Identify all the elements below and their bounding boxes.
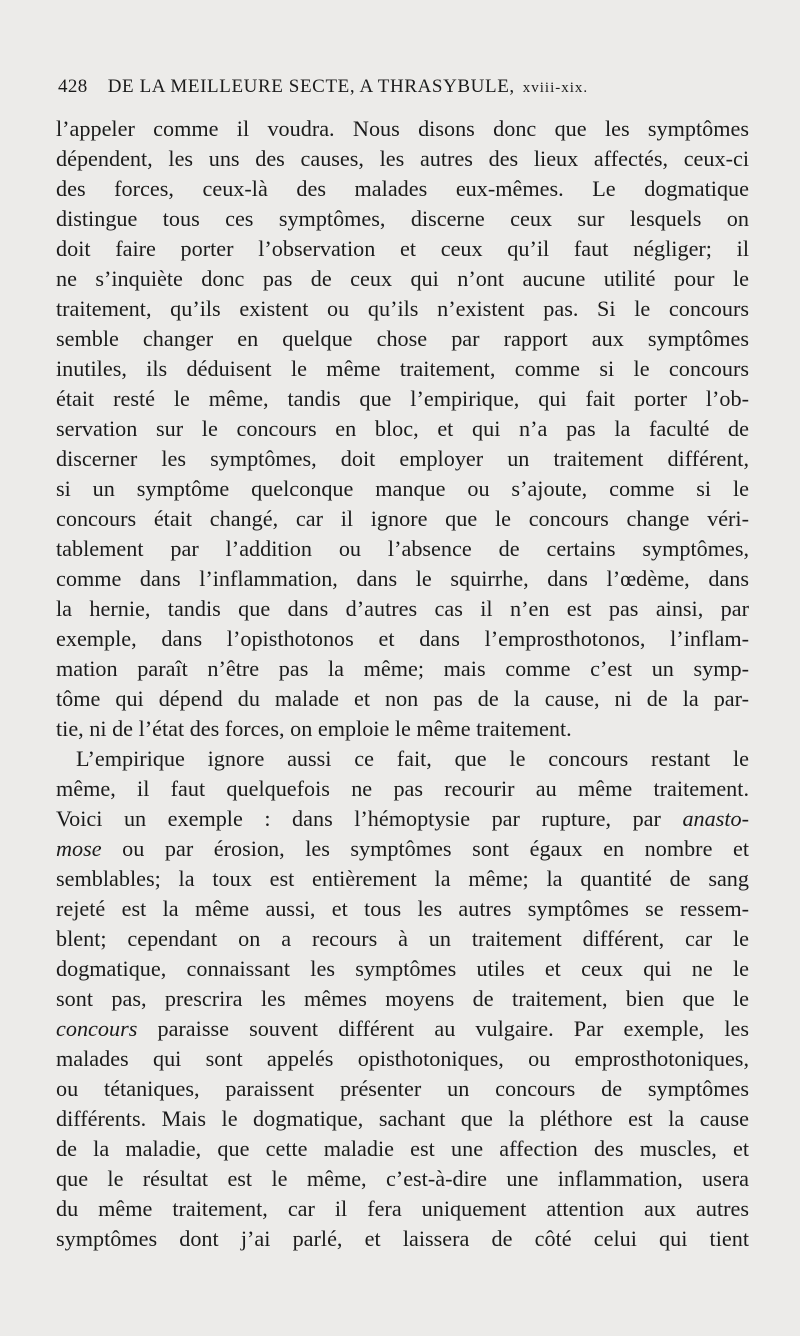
- text-segment: de la maladie, que cette maladie est une affection des muscles, et: [56, 1136, 749, 1161]
- text-segment: distingue tous ces symptômes, discerne ceux sur lesquels on: [56, 206, 749, 231]
- text-line: [56, 1044, 749, 1074]
- text-line: [56, 804, 749, 834]
- paragraph: [56, 114, 749, 744]
- text-segment: des forces, ceux-là des malades eux-mêmes. Le dogmatique: [56, 176, 749, 201]
- text-line: [56, 564, 749, 594]
- text-segment: ou par érosion, les symptômes sont égaux en nombre et: [101, 836, 749, 861]
- italic-text: concours: [56, 1016, 138, 1041]
- text-segment: traitement, qu’ils existent ou qu’ils n’existent pas. Si le concours: [56, 296, 749, 321]
- text-segment: tablement par l’addition ou l’absence de certains symptômes,: [56, 536, 749, 561]
- text-line: [56, 624, 749, 654]
- text-segment: inutiles, ils déduisent le même traitement, comme si le concours: [56, 356, 749, 381]
- text-line: [56, 894, 749, 924]
- text-segment: du même traitement, car il fera uniquement attention aux autres: [56, 1196, 749, 1221]
- text-segment: dogmatique, connaissant les symptômes utiles et ceux qui ne le: [56, 956, 749, 981]
- running-header: [58, 76, 746, 98]
- text-segment: que le résultat est le même, c’est-à-dire une inflammation, usera: [56, 1166, 749, 1191]
- text-segment: rejeté est la même aussi, et tous les autres symptômes se ressem-: [56, 896, 749, 921]
- text-line: [56, 924, 749, 954]
- section-reference: xviii-xix.: [522, 80, 589, 96]
- paragraph: [56, 744, 749, 1254]
- text-line: [56, 834, 749, 864]
- text-line: [56, 534, 749, 564]
- text-line: [56, 144, 749, 174]
- text-segment: l’appeler comme il voudra. Nous disons donc que les symptômes: [56, 116, 749, 141]
- text-line: [56, 594, 749, 624]
- text-segment: concours était changé, car il ignore que le concours change véri-: [56, 506, 749, 531]
- text-line: [56, 264, 749, 294]
- text-line: [56, 234, 749, 264]
- text-segment: comme dans l’inflammation, dans le squirrhe, dans l’œdème, dans: [56, 566, 749, 591]
- italic-text: anasto-: [682, 806, 749, 831]
- text-line: [56, 414, 749, 444]
- text-segment: Voici un exemple : dans l’hémoptysie par rupture, par: [56, 806, 683, 831]
- text-segment: doit faire porter l’observation et ceux qu’il faut négliger; il: [56, 236, 749, 261]
- text-segment: sont pas, prescrira les mêmes moyens de traitement, bien que le: [56, 986, 749, 1011]
- text-segment: ou tétaniques, paraissent présenter un concours de symptômes: [56, 1076, 749, 1101]
- text-segment: mation paraît n’être pas la même; mais comme c’est un symp-: [56, 656, 749, 681]
- text-line: [56, 744, 749, 774]
- italic-text: mose: [56, 836, 102, 861]
- text-segment: paraisse souvent différent au vulgaire. Par exemple, les: [137, 1016, 749, 1041]
- text-line: [56, 444, 749, 474]
- text-line: [56, 1014, 749, 1044]
- text-line: [56, 324, 749, 354]
- text-line: [56, 1134, 749, 1164]
- text-line: [56, 714, 749, 744]
- text-line: [56, 1224, 749, 1254]
- text-line: [56, 174, 749, 204]
- text-segment: la hernie, tandis que dans d’autres cas il n’en est pas ainsi, par: [56, 596, 749, 621]
- text-line: [56, 1164, 749, 1194]
- body-text: [56, 114, 749, 1254]
- text-segment: L’empirique ignore aussi ce fait, que le concours restant le: [76, 746, 749, 771]
- text-line: [56, 384, 749, 414]
- text-line: [56, 474, 749, 504]
- text-line: [56, 654, 749, 684]
- text-segment: semblables; la toux est entièrement la même; la quantité de sang: [56, 866, 749, 891]
- text-segment: semble changer en quelque chose par rapport aux symptômes: [56, 326, 749, 351]
- text-line: [56, 984, 749, 1014]
- text-line: [56, 1074, 749, 1104]
- text-line: [56, 1194, 749, 1224]
- text-line: [56, 354, 749, 384]
- text-line: [56, 774, 749, 804]
- text-segment: ne s’inquiète donc pas de ceux qui n’ont aucune utilité pour le: [56, 266, 749, 291]
- text-line: [56, 504, 749, 534]
- text-segment: malades qui sont appelés opisthotoniques, ou emprosthotoniques,: [56, 1046, 749, 1071]
- running-title: DE LA MEILLEURE SECTE, A THRASYBULE,: [107, 76, 515, 97]
- text-line: [56, 114, 749, 144]
- text-line: [56, 294, 749, 324]
- page-number: 428: [58, 76, 88, 97]
- text-segment: symptômes dont j’ai parlé, et laissera de côté celui qui tient: [56, 1226, 749, 1251]
- text-segment: dépendent, les uns des causes, les autres des lieux affectés, ceux-ci: [56, 146, 749, 171]
- text-segment: servation sur le concours en bloc, et qui n’a pas la faculté de: [56, 416, 749, 441]
- text-segment: discerner les symptômes, doit employer un traitement différent,: [56, 446, 749, 471]
- text-line: [56, 864, 749, 894]
- text-line: [56, 1104, 749, 1134]
- text-segment: différents. Mais le dogmatique, sachant que la pléthore est la cause: [56, 1106, 749, 1131]
- text-segment: était resté le même, tandis que l’empirique, qui fait porter l’ob-: [56, 386, 749, 411]
- text-line: [56, 204, 749, 234]
- text-segment: exemple, dans l’opisthotonos et dans l’emprosthotonos, l’inflam-: [56, 626, 749, 651]
- text-segment: même, il faut quelquefois ne pas recourir au même traitement.: [56, 776, 749, 801]
- text-line: [56, 954, 749, 984]
- text-segment: blent; cependant on a recours à un traitement différent, car le: [56, 926, 749, 951]
- text-line: [56, 684, 749, 714]
- text-segment: tie, ni de l’état des forces, on emploie le même traitement.: [56, 716, 572, 741]
- text-segment: si un symptôme quelconque manque ou s’ajoute, comme si le: [56, 476, 749, 501]
- text-segment: tôme qui dépend du malade et non pas de la cause, ni de la par-: [56, 686, 749, 711]
